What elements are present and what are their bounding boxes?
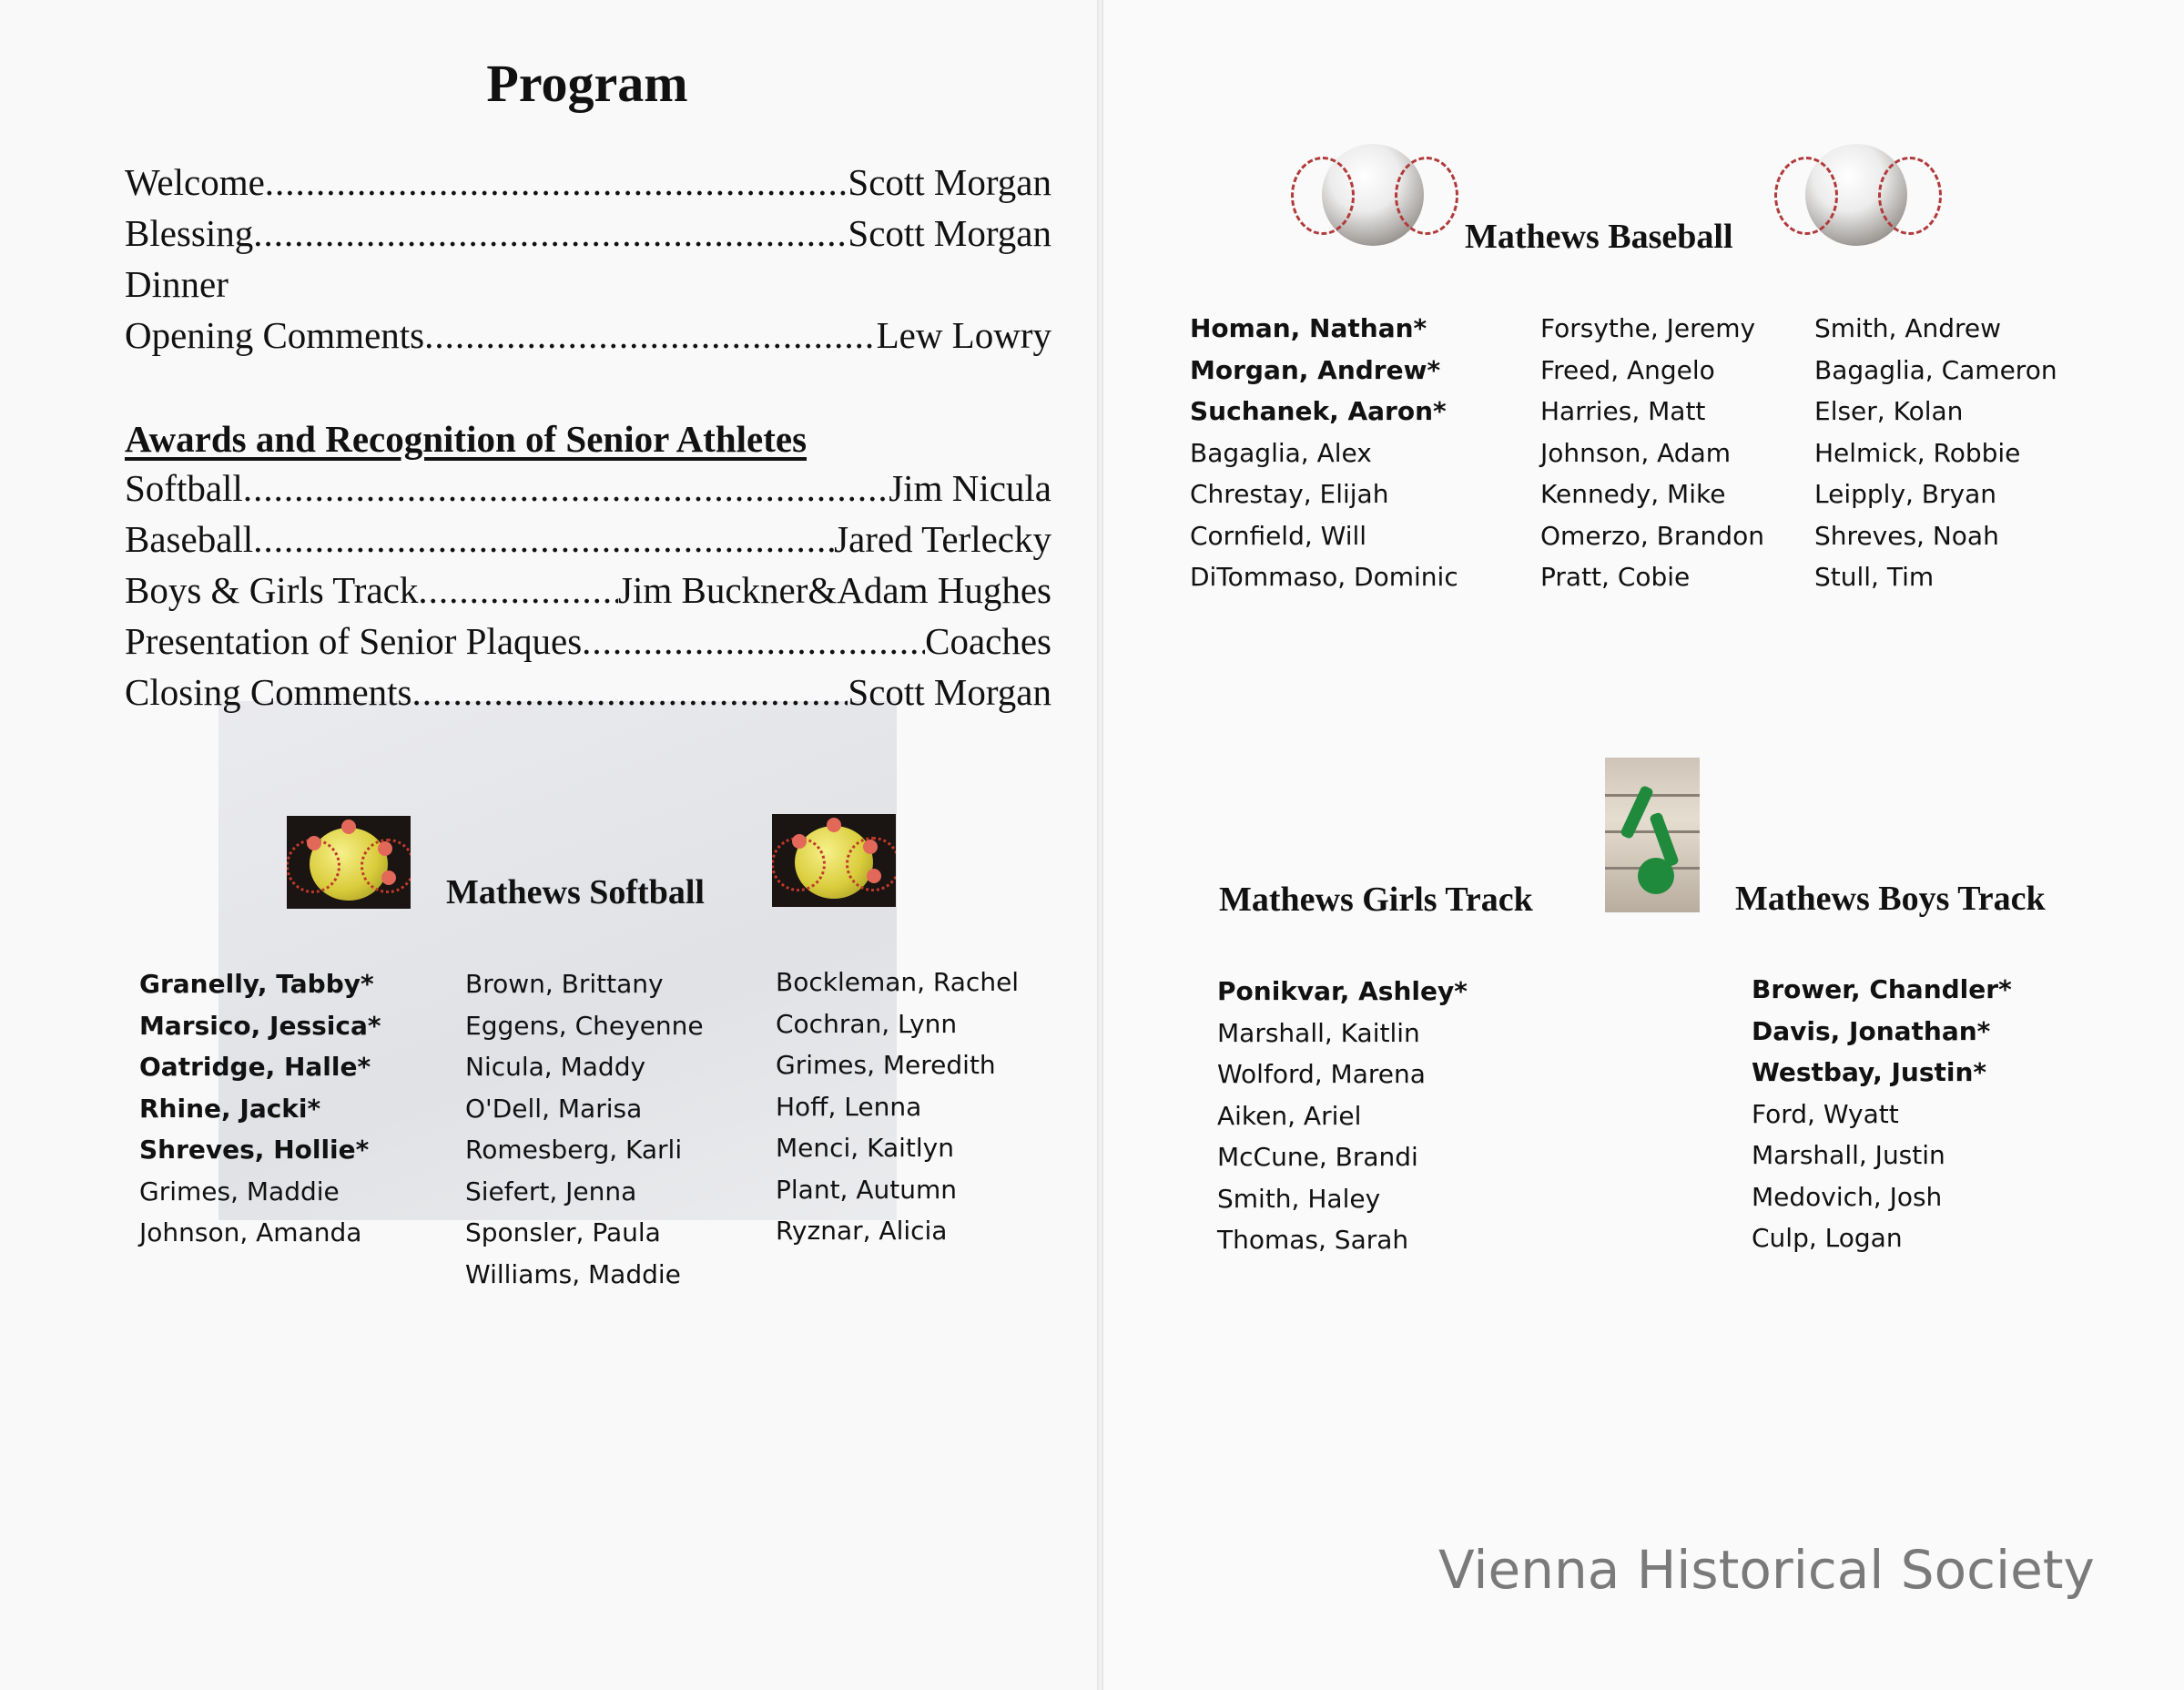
award-item-closing-comments: [125, 670, 1051, 714]
roster-name: Culp, Logan: [1752, 1223, 1903, 1253]
roster-name: Granelly, Tabby*: [139, 969, 374, 999]
program-item-blessing: [125, 211, 1051, 255]
roster-name: Homan, Nathan*: [1190, 313, 1427, 343]
baseball-icon: [1322, 144, 1424, 246]
program-item-label: Dinner: [125, 263, 229, 305]
baseball-roster-col2: [1540, 308, 1764, 598]
roster-name: Ryznar, Alicia: [776, 1216, 948, 1246]
roster-name: Johnson, Adam: [1540, 437, 1732, 468]
roster-name: Cornfield, Will: [1190, 520, 1367, 551]
roster-name: Plant, Autumn: [776, 1174, 957, 1205]
program-item-speaker: Scott Morgan: [848, 161, 1051, 203]
roster-name: Bockleman, Rachel: [776, 967, 1020, 997]
roster-name: Freed, Angelo: [1540, 354, 1715, 385]
roster-name: Elser, Kolan: [1814, 396, 1964, 426]
roster-name: McCune, Brandi: [1217, 1142, 1418, 1172]
roster-name: Shreves, Noah: [1814, 520, 1999, 551]
roster-name: Hoff, Lenna: [776, 1091, 922, 1122]
roster-name: Helmick, Robbie: [1814, 437, 2021, 468]
roster-name: Smith, Andrew: [1814, 313, 2002, 343]
program-item-dinner: [125, 262, 1051, 306]
girls-track-title: Mathews Girls Track: [1219, 881, 1533, 919]
award-item-label: Presentation of Senior Plaques: [125, 620, 583, 662]
program-item-label: Blessing: [125, 212, 254, 254]
page-fold: [1097, 0, 1103, 1690]
roster-name: Marshall, Justin: [1752, 1140, 1945, 1170]
roster-name: Aiken, Ariel: [1217, 1100, 1362, 1131]
roster-name: Romesberg, Karli: [465, 1135, 683, 1165]
track-hurdles-icon: [1605, 758, 1700, 912]
roster-name: Marsico, Jessica*: [139, 1010, 381, 1041]
award-item-softball: [125, 466, 1051, 510]
roster-name: Cochran, Lynn: [776, 1008, 958, 1039]
roster-name: Ponikvar, Ashley*: [1217, 976, 1468, 1006]
roster-name: Morgan, Andrew*: [1190, 354, 1441, 385]
softball-icon: [772, 814, 896, 907]
roster-name: Forsythe, Jeremy: [1540, 313, 1756, 343]
roster-name: Nicula, Maddy: [465, 1052, 646, 1082]
roster-name: Pratt, Cobie: [1540, 562, 1691, 592]
boys-track-title: Mathews Boys Track: [1735, 880, 2046, 918]
roster-name: Suchanek, Aaron*: [1190, 396, 1447, 426]
award-item-presenter: Jim Nicula: [889, 467, 1051, 509]
roster-name: Sponsler, Paula: [465, 1217, 661, 1247]
roster-name: Wolford, Marena: [1217, 1059, 1426, 1089]
leader-dots: [253, 517, 834, 561]
leader-dots: [418, 568, 618, 612]
program-item-label: Opening Comments: [125, 314, 425, 356]
roster-name: Williams, Maddie: [465, 1258, 681, 1289]
softball-roster-col3: [776, 962, 1019, 1252]
softball-roster-col1: [139, 963, 381, 1254]
awards-heading: Awards and Recognition of Senior Athletes: [125, 418, 808, 460]
award-item-presenter: Coaches: [925, 620, 1051, 662]
roster-name: Menci, Kaitlyn: [776, 1133, 954, 1163]
roster-name: Grimes, Maddie: [139, 1176, 340, 1206]
roster-name: Medovich, Josh: [1752, 1181, 1943, 1212]
award-item-senior-plaques: [125, 619, 1051, 663]
roster-name: Grimes, Meredith: [776, 1050, 996, 1080]
leader-dots: [243, 466, 889, 510]
award-item-label: Closing Comments: [125, 671, 412, 713]
program-item-label: Welcome: [125, 161, 265, 203]
roster-name: Ford, Wyatt: [1752, 1098, 1899, 1129]
roster-name: Bagaglia, Cameron: [1814, 354, 2057, 385]
roster-name: Thomas, Sarah: [1217, 1225, 1409, 1255]
roster-name: Davis, Jonathan*: [1752, 1015, 1991, 1046]
award-item-presenter: Jim Buckner&Adam Hughes: [618, 569, 1051, 611]
roster-name: Johnson, Amanda: [139, 1217, 362, 1247]
softball-roster-col2: [465, 963, 704, 1295]
program-title: Program: [486, 54, 688, 113]
leader-dots: [424, 313, 876, 357]
softball-title: Mathews Softball: [446, 873, 705, 911]
roster-name: Chrestay, Elijah: [1190, 479, 1389, 509]
award-item-presenter: Jared Terlecky: [834, 518, 1051, 560]
watermark: Vienna Historical Society: [1438, 1539, 2095, 1601]
roster-name: Siefert, Jenna: [465, 1176, 637, 1206]
girls-track-roster: [1217, 971, 1468, 1261]
leader-dots: [582, 619, 925, 663]
roster-name: Eggens, Cheyenne: [465, 1010, 704, 1041]
leader-dots: [265, 160, 848, 204]
leader-dots: [412, 670, 848, 714]
roster-name: Bagaglia, Alex: [1190, 437, 1372, 468]
program-item-welcome: [125, 160, 1051, 204]
boys-track-roster: [1752, 969, 2012, 1259]
program-item-speaker: Lew Lowry: [876, 314, 1051, 356]
roster-name: Harries, Matt: [1540, 396, 1706, 426]
program-item-speaker: Scott Morgan: [848, 212, 1051, 254]
award-item-baseball: [125, 517, 1051, 561]
roster-name: O'Dell, Marisa: [465, 1093, 643, 1124]
softball-icon: [287, 816, 411, 909]
roster-name: Leipply, Bryan: [1814, 479, 1997, 509]
baseball-roster-col3: [1814, 308, 2057, 598]
roster-name: Westbay, Justin*: [1752, 1057, 1987, 1087]
roster-name: Kennedy, Mike: [1540, 479, 1726, 509]
baseball-title: Mathews Baseball: [1465, 218, 1733, 256]
roster-name: Oatridge, Halle*: [139, 1052, 371, 1082]
baseball-roster-col1: [1190, 308, 1458, 598]
award-item-label: Baseball: [125, 518, 254, 560]
baseball-icon: [1805, 144, 1907, 246]
leader-dots: [253, 211, 848, 255]
roster-name: Brown, Brittany: [465, 969, 664, 999]
award-item-presenter: Scott Morgan: [848, 671, 1051, 713]
roster-name: Rhine, Jacki*: [139, 1093, 321, 1124]
award-item-track: [125, 568, 1051, 612]
roster-name: Omerzo, Brandon: [1540, 520, 1764, 551]
roster-name: Smith, Haley: [1217, 1183, 1381, 1214]
roster-name: Stull, Tim: [1814, 562, 1935, 592]
roster-name: Brower, Chandler*: [1752, 974, 2012, 1004]
roster-name: DiTommaso, Dominic: [1190, 562, 1458, 592]
roster-name: Shreves, Hollie*: [139, 1135, 370, 1165]
award-item-label: Boys & Girls Track: [125, 569, 419, 611]
award-item-label: Softball: [125, 467, 243, 509]
roster-name: Marshall, Kaitlin: [1217, 1017, 1420, 1048]
program-item-opening-comments: [125, 313, 1051, 357]
